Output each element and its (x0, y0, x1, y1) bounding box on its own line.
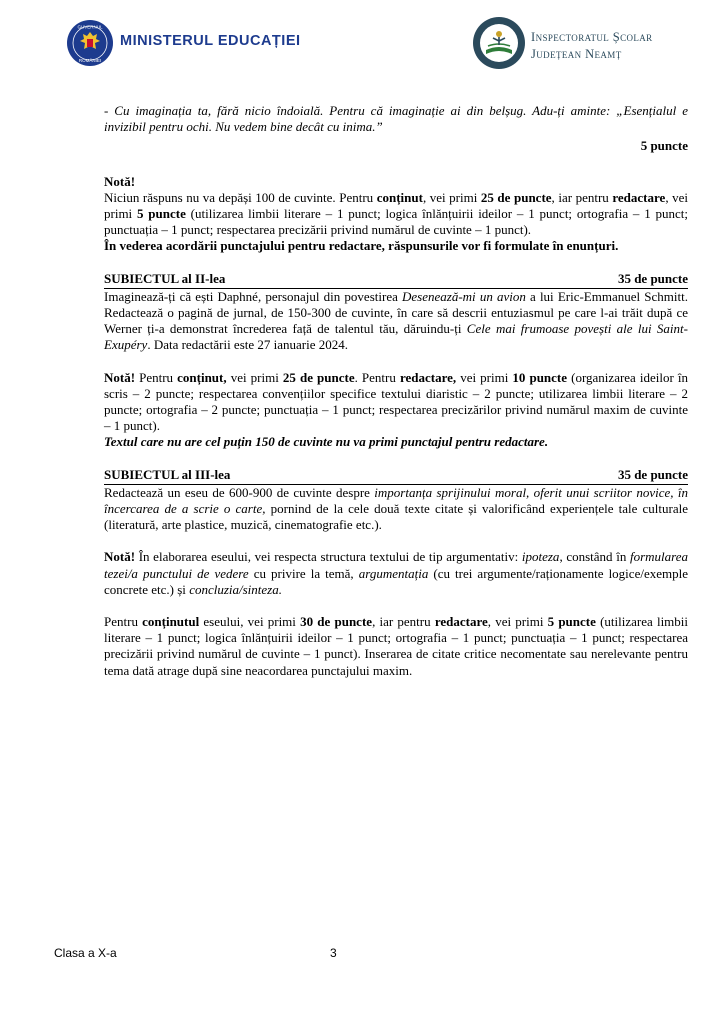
subject2-heading (104, 271, 688, 289)
seal-text-top: GUVERNUL (77, 24, 103, 30)
subject2-points: 35 de puncte (617, 270, 688, 286)
footer-class-label: Clasa a X-a (54, 946, 117, 960)
isj-logo-icon (472, 16, 526, 70)
subject2-task: Imaginează-ți că ești Daphné, personajul din povestirea Desenează-mi un avion a lui Eric-Emmanuel Schmitt. Redactează o pagină de jurnal, de 150-300 de cuvinte, în care să descrii entuziasmul pe care l-ai trăit după ce Werner ți-a demonstrat încrederea față de talentul tău, dăruindu-ți Cele mai frumoase povești ale lui Saint-Exupéry. Data redactării este 27 ianuarie 2024. (104, 288, 688, 353)
subject3-scoring: Pentru conținutul eseului, vei primi 30 de puncte, iar pentru redactare, vei primi 5 puncte (utilizarea limbii literare – 1 punct; logica înlănțuirii ideilor – 1 punct; ortografia – 1 punct; punctuația – 1 punct; respectarea precizării privind numărul de cuvinte – 1 punct). Inserarea de citate critice necomentate sau nerelevante pentru tema dată atrage după sine neacordarea punctajului maxim. (104, 614, 689, 678)
subject2-title: SUBIECTUL al II-lea (104, 270, 226, 286)
government-seal-icon (66, 19, 114, 67)
quote-points: 5 puncte (640, 138, 688, 154)
subject2-warning: Textul care nu are cel puțin 150 de cuvinte nu va primi punctajul pentru redactare. (104, 434, 549, 450)
subject3-task: Redactează un eseu de 600-900 de cuvinte despre importanța sprijinului moral, oferit unui scriitor novice, în încercarea de a scrie o carte, pornind de la cele două texte citate și valorificând experiențele tale culturale (literatură, arte plastice, muzică, cinematografie etc.). (104, 484, 688, 533)
subject3-heading (104, 467, 688, 485)
note1-heading: Notă! (104, 173, 136, 189)
page-header (0, 0, 724, 90)
isj-name-line1: Inspectoratul Școlar (531, 30, 653, 44)
subject2-note: Notă! Pentru conținut, vei primi 25 de puncte. Pentru redactare, vei primi 10 puncte (organizarea ideilor în scris – 2 puncte; respectarea convențiilor specifice textului diaristic – 2 puncte; utilizarea limbii literare – 2 puncte; ortografia – 2 puncte; punctuația – 1 punct; respectarea precizărilor privind numărul maxim de cuvinte – 1 punct). (104, 369, 689, 434)
document-body (104, 103, 688, 679)
seal-text-bottom: ROMÂNIEI (78, 58, 102, 63)
subject3-title: SUBIECTUL al III-lea (104, 466, 231, 482)
quote-line: - Cu imaginația ta, fără nicio îndoială. Pentru că imaginație ai din belșug. Adu-ți aminte: „Esențialul e invizibil pentru ochi. Nu vedem bine decât cu inima.” (104, 103, 688, 135)
note1-text: Niciun răspuns nu va depăși 100 de cuvinte. Pentru conținut, vei primi 25 de puncte, iar pentru redactare, vei primi 5 puncte (utilizarea limbii literare – 1 punct; logica înlănțuirii ideilor – 1 punct; ortografia – 1 punct; punctuația – 1 punct; respectarea precizării privind numărul de cuvinte – 1 punct). (104, 189, 689, 238)
note1-bold-line: În vederea acordării punctajului pentru redactare, răspunsurile vor fi formulate în enunțuri. (104, 238, 619, 254)
footer-page-number: 3 (330, 946, 337, 960)
subject3-points: 35 de puncte (617, 466, 688, 482)
isj-name (531, 29, 653, 63)
subject3-note: Notă! În elaborarea eseului, vei respecta structura textului de tip argumentativ: ipoteza, constând în formularea tezei/a punctului de vedere cu privire la temă, argumentația (cu trei argumente/raționamente logice/exemple concrete etc.) și concluzia/sinteza. (104, 549, 689, 597)
ministry-name: MINISTERUL EDUCAȚIEI (120, 33, 301, 49)
isj-name-line2: Județean Neamț (531, 47, 622, 61)
